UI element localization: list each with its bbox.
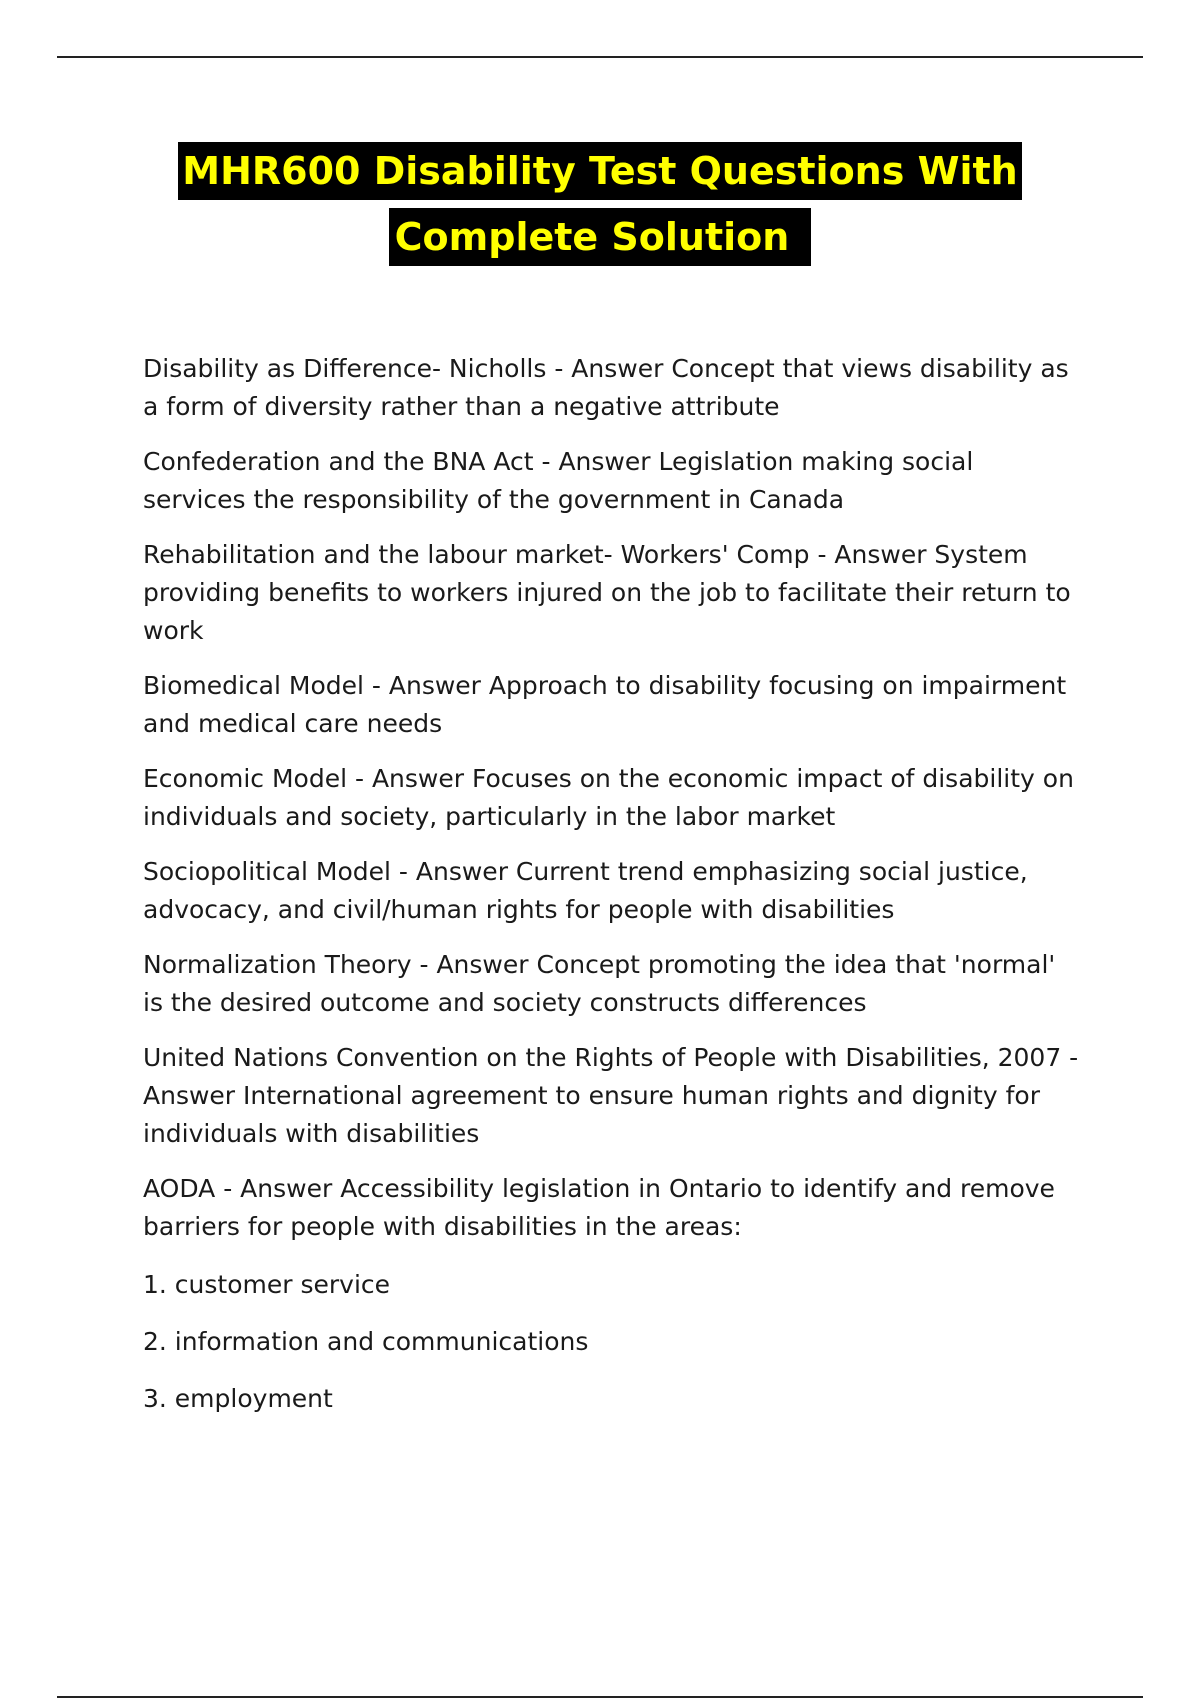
qa-entry: Sociopolitical Model - Answer Current trend emphasizing social justice, advocacy, and civil/human rights for people with disabilities — [143, 857, 1028, 924]
document-body — [143, 350, 1083, 1437]
list-item: 1. customer service — [143, 1270, 391, 1299]
list-item: 3. employment — [143, 1384, 333, 1413]
qa-entry: Normalization Theory - Answer Concept promoting the idea that 'normal' is the desired outcome and society constructs differences — [143, 950, 1056, 1017]
title-line-1: MHR600 Disability Test Questions With — [178, 142, 1021, 200]
title-line-2: Complete Solution — [389, 208, 812, 266]
qa-entry: United Nations Convention on the Rights of People with Disabilities, 2007 - Answer International agreement to ensure human rights and dignity for individuals with disabilities — [143, 1043, 1079, 1148]
qa-entry: Confederation and the BNA Act - Answer Legislation making social services the responsibility of the government in Canada — [143, 447, 974, 514]
bottom-rule — [57, 1696, 1143, 1698]
document-title — [0, 142, 1200, 266]
qa-entry: Economic Model - Answer Focuses on the economic impact of disability on individuals and society, particularly in the labor market — [143, 764, 1074, 831]
top-rule — [57, 56, 1143, 58]
qa-entry: Rehabilitation and the labour market- Workers' Comp - Answer System providing benefits to workers injured on the job to facilitate their return to work — [143, 540, 1071, 645]
qa-entry: Biomedical Model - Answer Approach to disability focusing on impairment and medical care needs — [143, 671, 1067, 738]
qa-entry: Disability as Difference- Nicholls - Answer Concept that views disability as a form of diversity rather than a negative attribute — [143, 354, 1069, 421]
list-item: 2. information and communications — [143, 1327, 589, 1356]
qa-entry: AODA - Answer Accessibility legislation in Ontario to identify and remove barriers for people with disabilities in the areas: — [143, 1174, 1055, 1241]
